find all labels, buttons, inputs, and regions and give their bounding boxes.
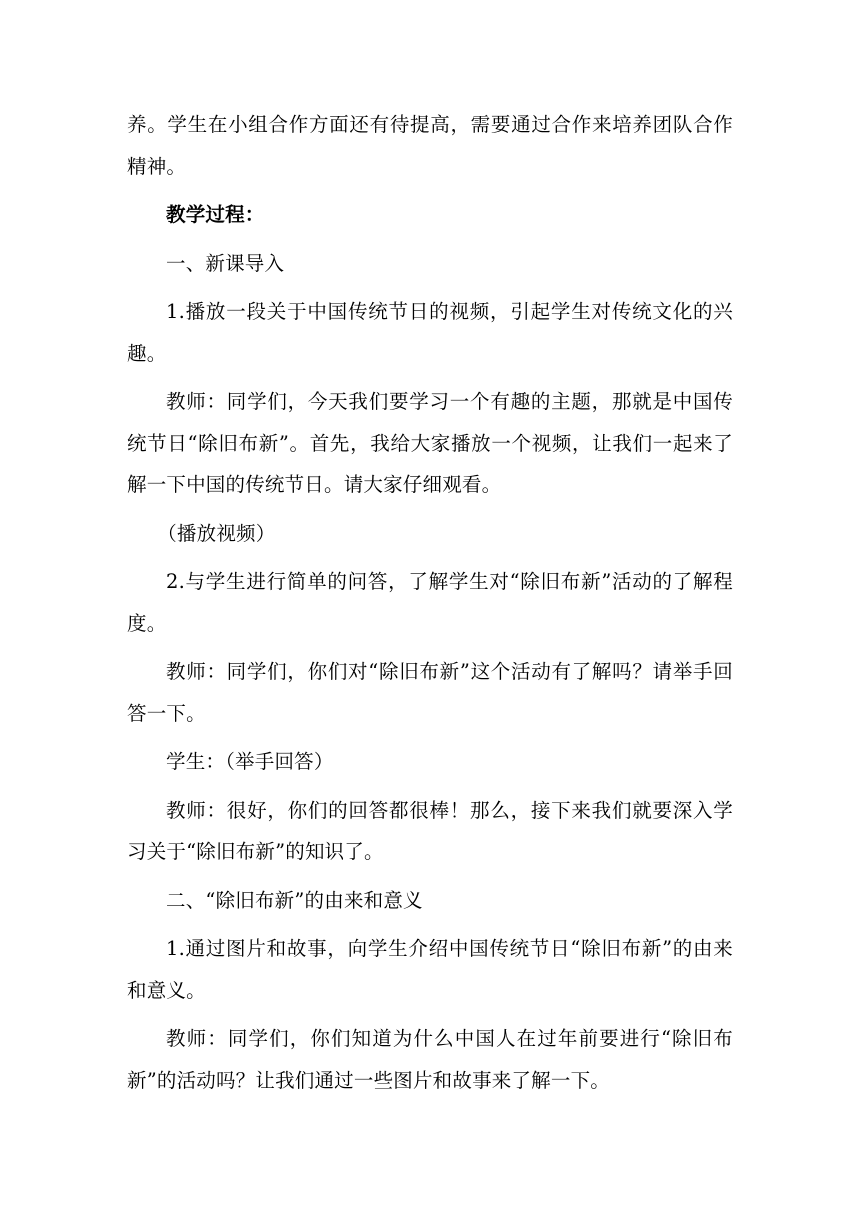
step-play-video: 1.播放一段关于中国传统节日的视频，引起学生对传统文化的兴趣。	[127, 300, 733, 365]
document-body	[127, 104, 733, 1108]
teacher-dialogue: 教师：同学们，你们知道为什么中国人在过年前要进行“除旧布新”的活动吗？让我们通过一些图片和故事来了解一下。	[127, 1027, 733, 1092]
student-dialogue: 学生：（举手回答）	[166, 750, 334, 773]
section-heading-teaching-process: 教学过程：	[166, 203, 265, 226]
step-pictures-stories: 1.通过图片和故事，向学生介绍中国传统节日“除旧布新”的由来和意义。	[127, 937, 733, 1002]
paragraph-continued: 养。学生在小组合作方面还有待提高，需要通过合作来培养团队合作精神。	[127, 113, 733, 178]
stage-direction-play-video: （播放视频）	[157, 521, 276, 545]
section-title-origin-meaning: 二、“除旧布新”的由来和意义	[166, 888, 423, 912]
section-title-new-lesson-intro: 一、新课导入	[166, 251, 285, 275]
teacher-dialogue: 教师：同学们，今天我们要学习一个有趣的主题，那就是中国传统节日“除旧布新”。首先，我给大家播放一个视频，让我们一起来了解一下中国的传统节日。请大家仔细观看。	[127, 390, 733, 496]
teacher-dialogue: 教师：同学们，你们对“除旧布新”这个活动有了解吗？请举手回答一下。	[127, 660, 733, 725]
step-qa: 2.与学生进行简单的问答，了解学生对“除旧布新”活动的了解程度。	[127, 570, 733, 635]
teacher-dialogue: 教师：很好，你们的回答都很棒！那么，接下来我们就要深入学习关于“除旧布新”的知识了。	[127, 798, 733, 863]
